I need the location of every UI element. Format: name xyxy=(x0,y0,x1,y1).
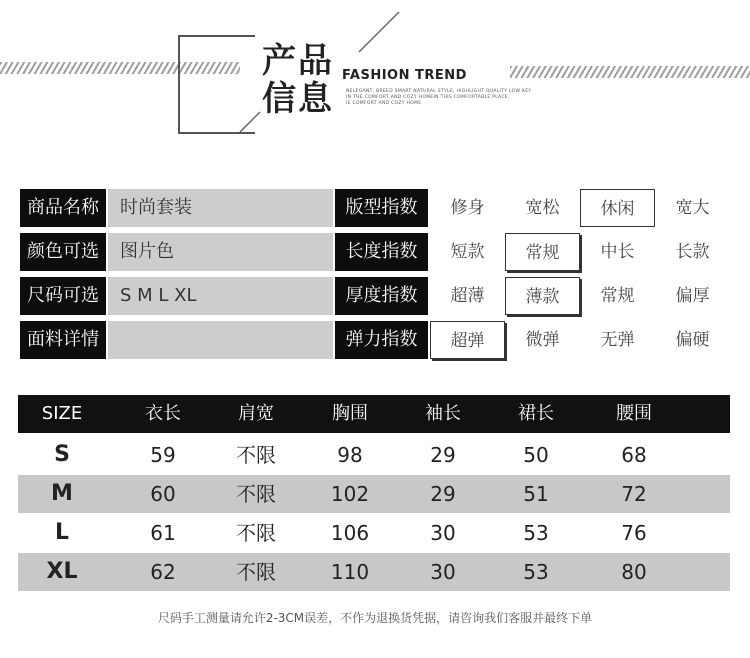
size-table-header-cell: 裙长 xyxy=(518,403,554,424)
index-option: 中长 xyxy=(600,242,635,262)
index-option-selected: 薄款 xyxy=(505,277,580,315)
size-table-cell: 29 xyxy=(430,443,456,467)
size-table-row xyxy=(18,436,730,474)
size-table-cell: 不限 xyxy=(236,482,276,506)
size-table-header-cell: 袖长 xyxy=(425,403,461,424)
index-options xyxy=(430,233,730,271)
page-title xyxy=(262,42,338,118)
index-label: 长度指数 xyxy=(335,233,428,271)
page-title-line1: 产品 xyxy=(262,41,334,81)
index-option: 无弹 xyxy=(600,330,635,350)
index-options xyxy=(430,277,730,315)
size-table-header-cell: SIZE xyxy=(41,403,83,424)
size-table-header-cell: 衣长 xyxy=(145,403,181,424)
index-option: 微弹 xyxy=(525,330,560,350)
size-table-cell: 102 xyxy=(330,482,370,506)
attribute-value: S M L XL xyxy=(108,277,333,315)
index-option: 偏硬 xyxy=(675,330,710,350)
index-option-selected: 超弹 xyxy=(430,321,505,359)
attribute-row xyxy=(20,277,730,315)
size-table-cell: 50 xyxy=(523,443,549,467)
index-option: 修身 xyxy=(450,198,485,218)
size-table-cell: 110 xyxy=(330,560,370,584)
size-label: L xyxy=(54,520,70,545)
size-table-cell: 29 xyxy=(430,482,456,506)
size-table-header xyxy=(18,395,730,433)
size-table-cell: 不限 xyxy=(236,443,276,467)
size-table-cell: 62 xyxy=(150,560,176,584)
header-stripes-right xyxy=(510,66,750,78)
attribute-label: 面料详情 xyxy=(20,321,106,359)
size-table-cell: 61 xyxy=(150,521,176,545)
attribute-row xyxy=(20,321,730,359)
size-label: M xyxy=(51,481,73,506)
size-table-cell: 80 xyxy=(621,560,647,584)
attribute-label: 颜色可选 xyxy=(20,233,106,271)
size-table-header-cell: 腰围 xyxy=(616,403,652,424)
index-option-selected: 休闲 xyxy=(580,189,655,227)
size-table-cell: 53 xyxy=(523,560,549,584)
attribute-value: 时尚套装 xyxy=(108,189,333,227)
page-subtitle: FASHION TREND xyxy=(342,68,467,83)
header-slash-line-small xyxy=(238,110,262,134)
attribute-value: 图片色 xyxy=(108,233,333,271)
index-option: 超薄 xyxy=(450,286,485,306)
index-label: 弹力指数 xyxy=(335,321,428,359)
index-label: 厚度指数 xyxy=(335,277,428,315)
size-table-cell: 30 xyxy=(430,521,456,545)
header-slash-line xyxy=(357,10,401,54)
index-option: 偏厚 xyxy=(675,286,710,306)
index-option: 宽大 xyxy=(675,198,710,218)
size-table-cell: 98 xyxy=(337,443,363,467)
index-label: 版型指数 xyxy=(335,189,428,227)
size-table-cell: 不限 xyxy=(236,521,276,545)
attribute-row xyxy=(20,189,730,227)
index-option-selected: 常规 xyxy=(505,233,580,271)
size-table-cell: 53 xyxy=(523,521,549,545)
footer-note: 尺码手工测量请允许2-3CM误差，不作为退换货凭据，请咨询我们客服并最终下单 xyxy=(157,611,593,625)
size-table-cell: 72 xyxy=(621,482,647,506)
size-table-cell: 30 xyxy=(430,560,456,584)
index-option: 短款 xyxy=(450,242,485,262)
index-options xyxy=(430,189,730,227)
index-options xyxy=(430,321,730,359)
size-table-cell: 51 xyxy=(523,482,549,506)
index-option: 宽松 xyxy=(525,198,560,218)
size-table-row xyxy=(18,553,730,591)
attribute-label: 商品名称 xyxy=(20,189,106,227)
size-table-row xyxy=(18,514,730,552)
size-label: XL xyxy=(46,559,78,584)
size-table-cell: 60 xyxy=(150,482,176,506)
attribute-label: 尺码可选 xyxy=(20,277,106,315)
attribute-row xyxy=(20,233,730,271)
index-option: 长款 xyxy=(675,242,710,262)
size-table-cell: 76 xyxy=(621,521,647,545)
size-table-cell: 不限 xyxy=(236,560,276,584)
size-table-row xyxy=(18,475,730,513)
size-table-cell: 59 xyxy=(150,443,176,467)
attribute-value xyxy=(108,321,333,359)
size-table-header-cell: 胸围 xyxy=(332,403,368,424)
index-option: 常规 xyxy=(600,286,635,306)
size-label: S xyxy=(54,442,70,467)
header-fine-print: NELEGANT, BREED SMART NATURAL STYLE, HIGHLIGHT QUALITY LOW KEY IN THE COMFORT AND COZY HOMEIN THIS COMFORTABLE PLACE, IE COMFORT AND COZY HOME xyxy=(346,89,532,106)
page-title-line2: 信息 xyxy=(262,79,334,119)
size-table-cell: 106 xyxy=(330,521,370,545)
size-table-header-cell: 肩宽 xyxy=(238,403,274,424)
size-table-cell: 68 xyxy=(621,443,647,467)
